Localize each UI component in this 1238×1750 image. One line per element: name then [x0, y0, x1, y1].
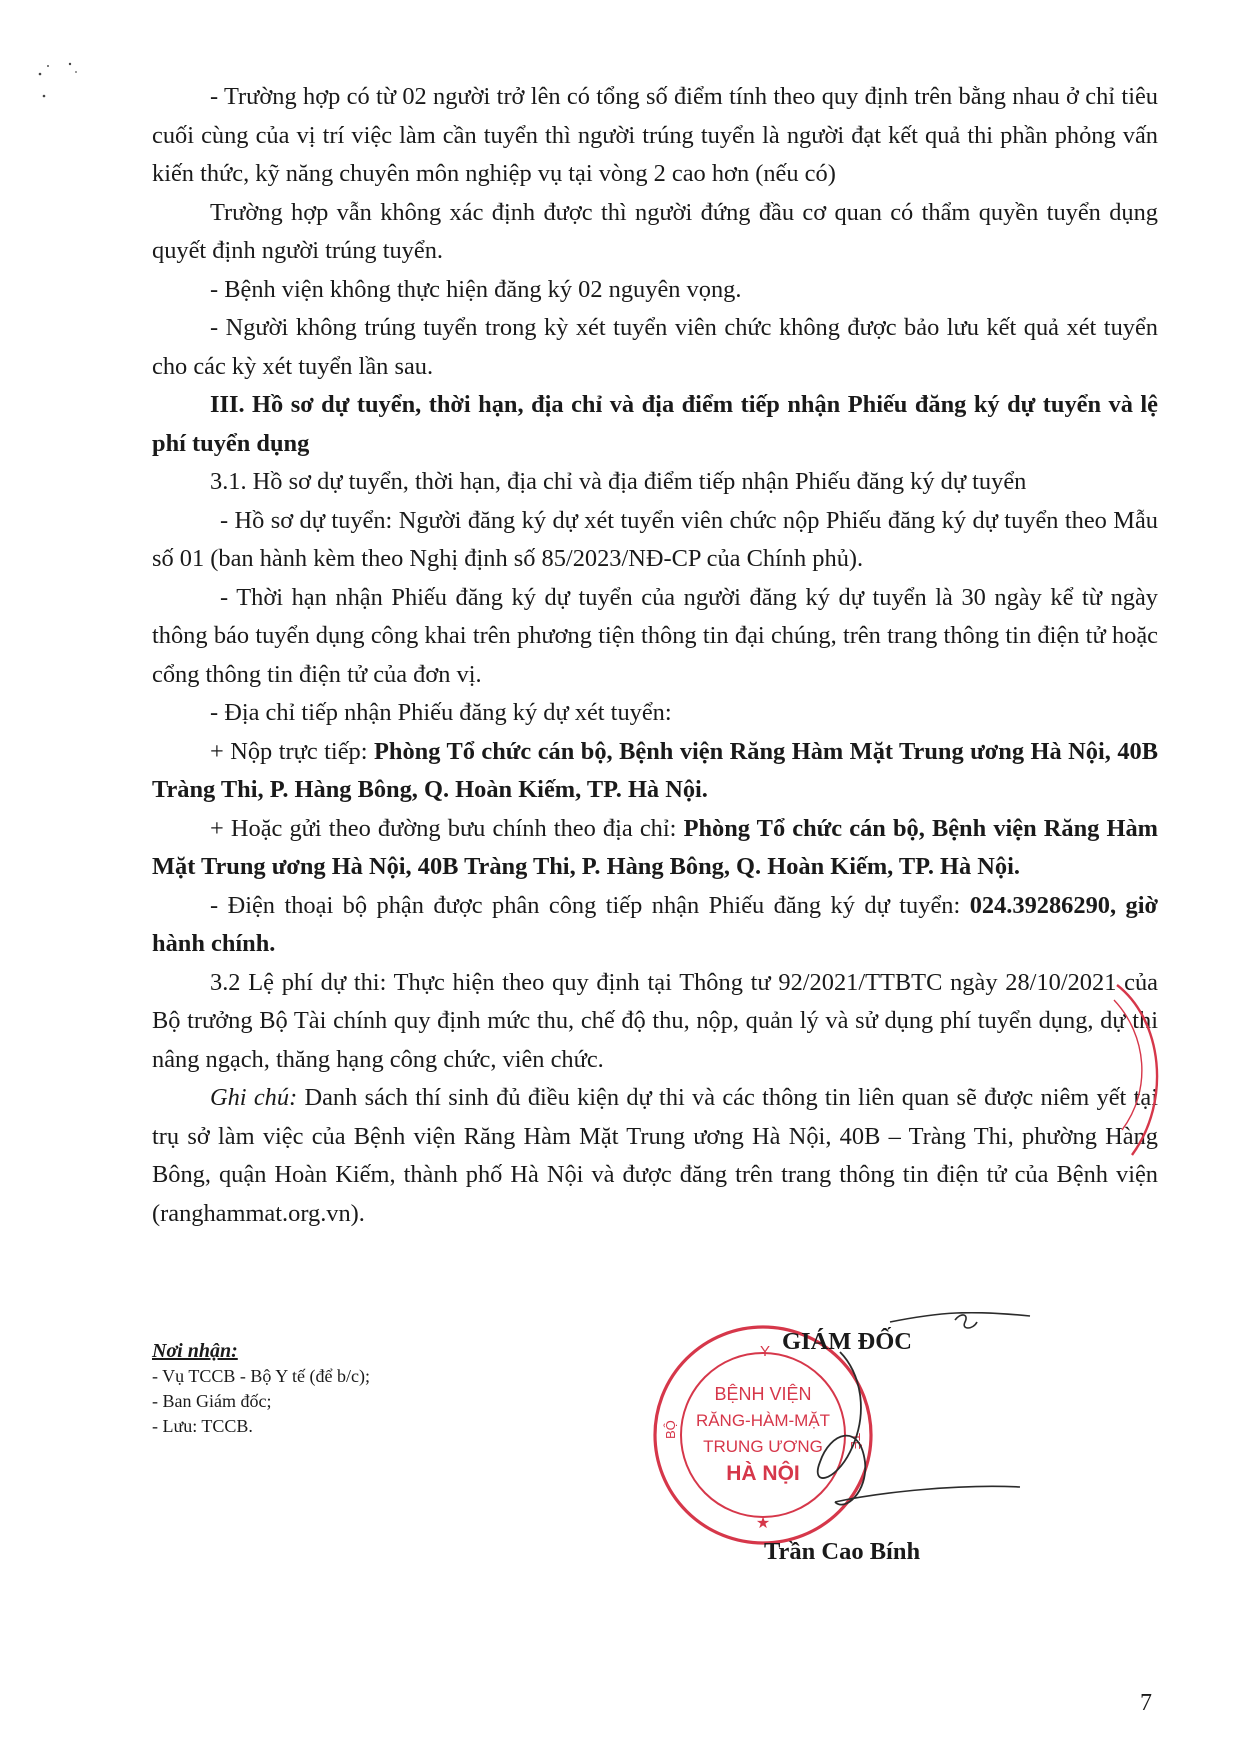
recipient-item: - Vụ TCCB - Bộ Y tế (để b/c); [152, 1366, 370, 1386]
stamp-line-4: HÀ NỘI [726, 1462, 800, 1485]
paragraph-tie-rule: - Trường hợp có từ 02 người trở lên có tổng số điểm tính theo quy định trên bằng nhau ở chỉ tiêu cuối cùng của vị trí việc làm cần tuyển thì người trúng tuyển là người đạt kết quả thi phần phỏng vấn kiến thức, kỹ năng chuyên môn nghiệp vụ tại vòng 2 cao hơn (nếu có) [152, 83, 1158, 187]
paragraph-exam-fee: 3.2 Lệ phí dự thi: Thực hiện theo quy định tại Thông tư 92/2021/TTBTC ngày 28/10/2021 của Bộ trưởng Bộ Tài chính quy định mức thu, chế độ thu, nộp, quản lý và sử dụng phí tuyển dụng, dự thi nâng ngạch, thăng hạng công chức, viên chức. [152, 968, 1158, 1073]
stamp-ring-right: TẾ [848, 1433, 863, 1450]
note-text: Danh sách thí sinh đủ điều kiện dự thi và các thông tin liên quan sẽ được niêm yết tại trụ sở làm việc của Bệnh viện Răng Hàm Mặt Trung ương Hà Nội, 40B – Tràng Thi, phường Hàng Bông, quận Hoàn Kiếm, thành phố Hà Nội và được đăng trên trang thông tin điện tử của Bệnh viện (ranghammat.org.vn). [152, 1084, 1158, 1227]
paragraph-no-two-wishes: - Bệnh viện không thực hiện đăng ký 02 nguyên vọng. [210, 275, 742, 303]
handwritten-signature [740, 1312, 1040, 1542]
stamp-ring-left: BỘ [663, 1420, 678, 1439]
recipient-item: - Lưu: TCCB. [152, 1416, 253, 1436]
signer-name: Trần Cao Bính [764, 1538, 921, 1565]
section-heading-3: III. Hồ sơ dự tuyển, thời hạn, địa chỉ và địa điểm tiếp nhận Phiếu đăng ký dự tuyển và lệ phí tuyển dụng [152, 391, 1158, 457]
page-number: 7 [1140, 1690, 1152, 1716]
paragraph-undetermined: Trường hợp vẫn không xác định được thì người đứng đầu cơ quan có thẩm quyền tuyển dụng quyết định người trúng tuyển. [152, 198, 1158, 264]
submit-direct-label: + Nộp trực tiếp: [210, 737, 374, 765]
recipients-title: Nơi nhận: [152, 1340, 238, 1362]
stamp-star-icon: ★ [755, 1513, 771, 1532]
paragraph-no-reservation: - Người không trúng tuyển trong kỳ xét tuyển viên chức không được bảo lưu kết quả xét tuyển cho các kỳ xét tuyển lần sau. [152, 314, 1158, 380]
partial-stamp-edge [1112, 980, 1182, 1160]
paragraph-deadline: - Thời hạn nhận Phiếu đăng ký dự tuyển của người đăng ký dự tuyển là 30 ngày kể từ ngày thông báo tuyển dụng công khai trên phương tiện thông tin đại chúng, trên trang thông tin điện tử hoặc cổng thông tin điện tử của đơn vị. [152, 583, 1158, 688]
recipient-item: - Ban Giám đốc; [152, 1391, 272, 1411]
stamp-line-2: RĂNG-HÀM-MẶT [695, 1411, 831, 1430]
recipients-block [152, 1338, 632, 1439]
scan-artifact-dots [30, 50, 100, 100]
signature-title: GIÁM ĐỐC [782, 1328, 912, 1355]
stamp-ring-top: Y [760, 1343, 771, 1360]
stamp-line-1: BỆNH VIỆN [714, 1384, 812, 1404]
submit-direct-address: Phòng Tổ chức cán bộ, Bệnh viện Răng Hàm Mặt Trung ương Hà Nội, 40B Tràng Thi, P. Hàng Bông, Q. Hoàn Kiếm, TP. Hà Nội. [152, 737, 1158, 803]
phone-number: 024.39286290, giờ hành chính. [152, 891, 1159, 957]
document-body [152, 78, 1158, 1233]
paragraph-phone [152, 887, 1158, 964]
paragraph-submit-post [152, 810, 1158, 887]
submit-post-address: Phòng Tổ chức cán bộ, Bệnh viện Răng Hàm Mặt Trung ương Hà Nội, 40B Tràng Thi, P. Hàng Bông, Q. Hoàn Kiếm, TP. Hà Nội. [152, 814, 1158, 880]
paragraph-note [152, 1079, 1158, 1233]
paragraph-address-intro: - Địa chỉ tiếp nhận Phiếu đăng ký dự xét tuyển: [210, 699, 672, 726]
stamp-line-3: TRUNG ƯƠNG [703, 1437, 823, 1456]
subsection-heading-3-1: 3.1. Hồ sơ dự tuyển, thời hạn, địa chỉ và địa điểm tiếp nhận Phiếu đăng ký dự tuyển [210, 468, 1027, 495]
note-label: Ghi chú: [210, 1084, 298, 1111]
submit-post-label: + Hoặc gửi theo đường bưu chính theo địa chỉ: [210, 814, 684, 842]
phone-label: - Điện thoại bộ phận được phân công tiếp nhận Phiếu đăng ký dự tuyển: [210, 891, 970, 919]
paragraph-submit-direct [152, 733, 1158, 810]
paragraph-application-file: - Hồ sơ dự tuyển: Người đăng ký dự xét tuyển viên chức nộp Phiếu đăng ký dự tuyển theo Mẫu số 01 (ban hành kèm theo Nghị định số 85/2023/NĐ-CP của Chính phủ). [152, 506, 1158, 572]
